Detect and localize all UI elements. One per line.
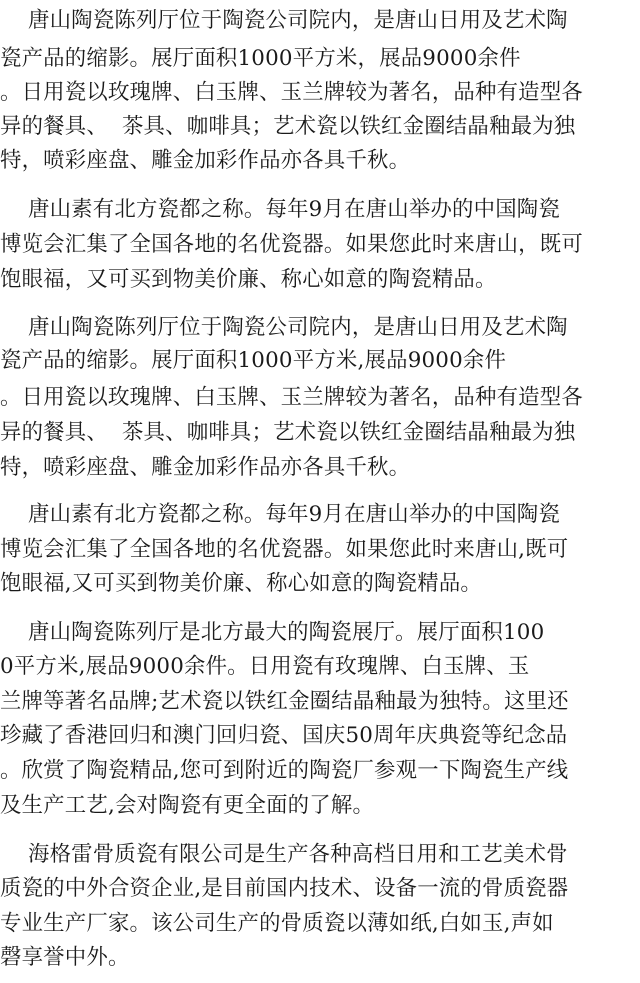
paragraph-line: 异的餐具、 茶具、咖啡具；艺术瓷以铁红金圈结晶釉最为独 [0, 114, 576, 139]
paragraph-line: 唐山素有北方瓷都之称。每年9月在唐山举办的中国陶瓷 [0, 502, 560, 527]
paragraph-line: 质瓷的中外合资企业,是目前国内技术、设备一流的骨质瓷器 [0, 876, 569, 901]
paragraph-line: 兰牌等著名品牌;艺术瓷以铁红金圈结晶釉最为独特。这里还 [0, 689, 569, 714]
paragraph-line: 及生产工艺,会对陶瓷有更全面的了解。 [0, 793, 375, 818]
paragraph-line: 唐山陶瓷陈列厅位于陶瓷公司院内，是唐山日用及艺术陶 [0, 315, 568, 340]
paragraph-line: 瓷产品的缩影。展厅面积1000平方米，展品9000余件 [0, 46, 521, 71]
paragraph-line: 博览会汇集了全国各地的名优瓷器。如果您此时来唐山，既可 [0, 232, 583, 257]
paragraph-line: 特，喷彩座盘、雕金加彩作品亦各具千秋。 [0, 455, 411, 480]
paragraph-line: 磬享誉中外。 [0, 945, 130, 970]
paragraph-line: 饱眼福，又可买到物美价廉、称心如意的陶瓷精品。 [0, 267, 497, 292]
paragraph-line: 饱眼福,又可买到物美价廉、称心如意的陶瓷精品。 [0, 571, 482, 596]
paragraph-line: 0平方米,展品9000余件。日用瓷有玫瑰牌、白玉牌、玉 [0, 654, 530, 679]
paragraph-line: 海格雷骨质瓷有限公司是生产各种高档日用和工艺美术骨 [0, 842, 568, 867]
paragraph-line: 唐山素有北方瓷都之称。每年9月在唐山举办的中国陶瓷 [0, 197, 560, 222]
paragraph-line: 特，喷彩座盘、雕金加彩作品亦各具千秋。 [0, 148, 411, 173]
paragraph-line: 珍藏了香港回归和澳门回归瓷、国庆50周年庆典瓷等纪念品 [0, 723, 568, 748]
paragraph-line: 。欣赏了陶瓷精品,您可到附近的陶瓷厂参观一下陶瓷生产线 [0, 758, 569, 783]
paragraph-line: 专业生产厂家。该公司生产的骨质瓷以薄如纸,白如玉,声如 [0, 911, 554, 936]
paragraph-line: 。日用瓷以玫瑰牌、白玉牌、玉兰牌较为著名，品种有造型各 [0, 80, 583, 105]
paragraph-line: 异的餐具、 茶具、咖啡具；艺术瓷以铁红金圈结晶釉最为独 [0, 420, 576, 445]
paragraph-line: 瓷产品的缩影。展厅面积1000平方米,展品9000余件 [0, 348, 507, 373]
paragraph-line: 博览会汇集了全国各地的名优瓷器。如果您此时来唐山,既可 [0, 537, 569, 562]
paragraph-line: 唐山陶瓷陈列厅位于陶瓷公司院内，是唐山日用及艺术陶 [0, 8, 568, 33]
paragraph-line: 唐山陶瓷陈列厅是北方最大的陶瓷展厅。展厅面积100 [0, 620, 545, 645]
paragraph-line: 。日用瓷以玫瑰牌、白玉牌、玉兰牌较为著名，品种有造型各 [0, 385, 583, 410]
